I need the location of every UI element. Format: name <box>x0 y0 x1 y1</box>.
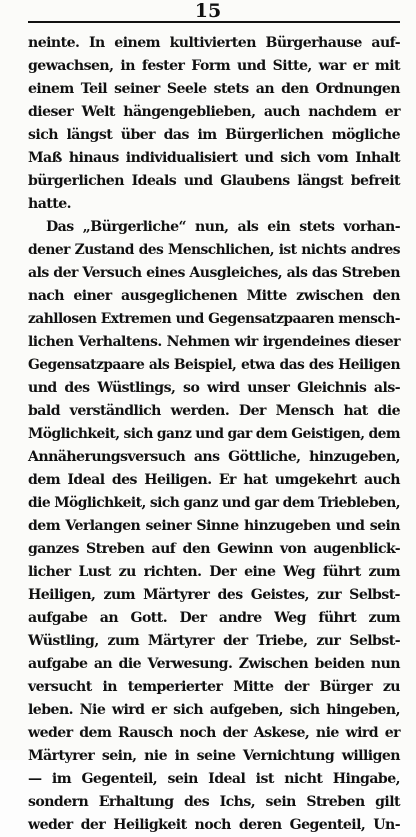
text-line: Gegensatzpaare als Beispiel, etwa das des Heiligen <box>28 357 400 373</box>
text-line: zahllosen Extremen und Gegensatzpaaren mensch- <box>28 311 400 327</box>
text-line: aufgabe an die Verwesung. Zwischen beiden nun <box>28 656 400 672</box>
text-line: licher Lust zu richten. Der eine Weg führt zum <box>28 564 400 580</box>
text-line: als der Versuch eines Ausgleiches, als das Streben <box>28 265 400 281</box>
text-line: die Möglichkeit, sich ganz und gar dem Triebleben, <box>28 495 400 511</box>
text-line: Heiligen, zum Märtyrer des Geistes, zur Selbst- <box>28 587 400 603</box>
body-text <box>28 32 400 837</box>
text-line: versucht in temperierter Mitte der Bürger zu <box>28 679 400 695</box>
text-line: nach einer ausgeglichenen Mitte zwischen den <box>28 288 400 304</box>
text-line: Maß hinaus individualisiert und sich vom Inhalt <box>28 150 400 166</box>
text-line: Märtyrer sein, nie in seine Vernichtung willigen <box>28 748 400 764</box>
text-line: dem Ideal des Heiligen. Er hat umgekehrt auch <box>28 472 400 488</box>
text-line: bürgerlichen Ideals und Glaubens längst befreit <box>28 173 400 189</box>
text-line: weder der Heiligkeit noch deren Gegenteil, Un- <box>28 817 400 833</box>
text-line: Wüstling, zum Märtyrer der Triebe, zur Selbst- <box>28 633 400 649</box>
text-line: dener Zustand des Menschlichen, ist nichts andres <box>28 242 400 258</box>
text-line: bald verständlich werden. Der Mensch hat die <box>28 403 400 419</box>
text-line: neinte. In einem kultivierten Bürgerhause auf- <box>28 35 400 51</box>
text-line: lichen Verhaltens. Nehmen wir irgendeines dieser <box>28 334 400 350</box>
text-line: weder dem Rausch noch der Askese, nie wird er <box>28 725 400 741</box>
text-line: ganzes Streben auf den Gewinn von augenblick- <box>28 541 400 557</box>
text-line: Das „Bürgerliche“ nun, als ein stets vorhan- <box>46 219 400 235</box>
text-line: — im Gegenteil, sein Ideal ist nicht Hingabe, <box>28 771 400 787</box>
text-line: leben. Nie wird er sich aufgeben, sich hingeben, <box>28 702 400 718</box>
header-rule <box>28 21 400 23</box>
text-line: hatte. <box>28 196 71 212</box>
text-line: Annäherungsversuch ans Göttliche, hinzugeben, <box>28 449 400 465</box>
text-line: dieser Welt hängengeblieben, auch nachdem er <box>28 104 400 120</box>
text-line: und des Wüstlings, so wird unser Gleichnis als- <box>28 380 400 396</box>
text-line: gewachsen, in fester Form und Sitte, war er mit <box>28 58 400 74</box>
text-line: Möglichkeit, sich ganz und gar dem Geistigen, dem <box>28 426 400 442</box>
text-line: einem Teil seiner Seele stets an den Ordnungen <box>28 81 400 97</box>
page-number: 15 <box>194 0 222 22</box>
text-line: aufgabe an Gott. Der andre Weg führt zum <box>28 610 400 626</box>
text-line: sich längst über das im Bürgerlichen mögliche <box>28 127 400 143</box>
text-line: sondern Erhaltung des Ichs, sein Streben gilt <box>28 794 400 810</box>
text-line: dem Verlangen seiner Sinne hinzugeben und sein <box>28 518 400 534</box>
